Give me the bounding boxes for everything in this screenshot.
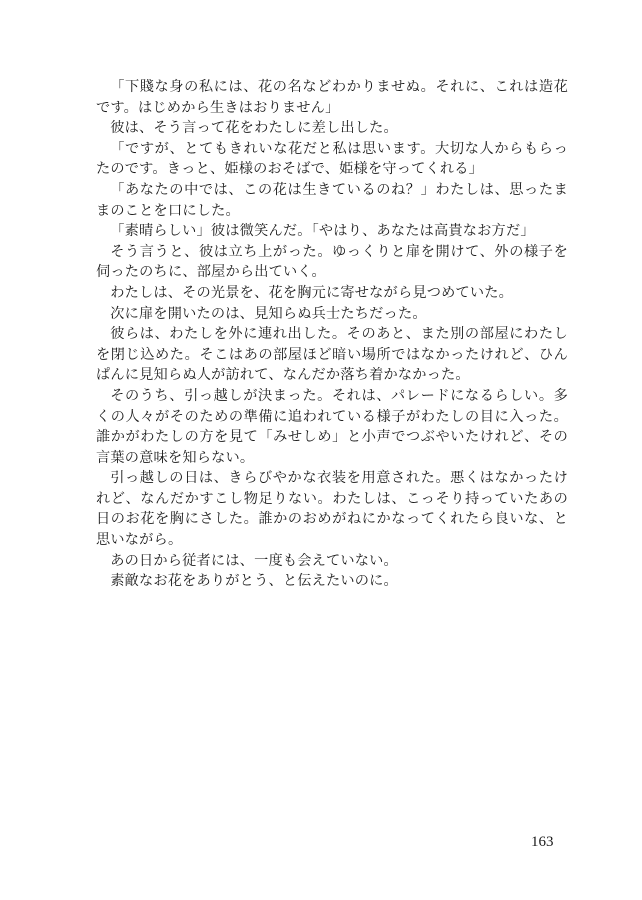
paragraph: 「あなたの中では、この花は生きているのね？」わたしは、思ったままのことを口にした。 [96, 181, 568, 219]
paragraph: 次に扉を開いたのは、見知らぬ兵士たちだった。 [110, 305, 427, 322]
paragraph: 彼は、そう言って花をわたしに差し出した。 [110, 120, 398, 137]
paragraph: わたしは、その光景を、花を胸元に寄せながら見つめていた。 [110, 284, 514, 301]
paragraph: あの日から従者には、一度も会えていない。 [110, 552, 398, 569]
paragraph: 「下賤な身の私には、花の名などわかりませぬ。それに、これは造花です。はじめから生きはおりません」 [96, 79, 568, 116]
paragraph: 「ですが、とてもきれいな花だと私は思います。大切な人からもらったのです。きっと、姫様のおそばで、姫様を守ってくれる」 [96, 140, 568, 178]
paragraph: 彼らは、わたしを外に連れ出した。そのあと、また別の部屋にわたしを閉じ込めた。そこはあの部屋ほど暗い場所ではなかったけれど、ひんぱんに見知らぬ人が訪れて、なんだか落ち着かなかった。 [96, 326, 568, 384]
paragraph: 引っ越しの日は、きらびやかな衣装を用意された。悪くはなかったけれど、なんだかすこし物足りない。わたしは、こっそり持っていたあの日のお花を胸にさした。誰かのおめがねにかなってくれたら良いな、と思いながら。 [96, 470, 568, 549]
page-number: 163 [531, 834, 554, 850]
body-text [96, 77, 568, 592]
paragraph: そう言うと、彼は立ち上がった。ゆっくりと扉を開けて、外の様子を伺ったのちに、部屋から出ていく。 [96, 243, 568, 281]
paragraph: そのうち、引っ越しが決まった。それは、パレードになるらしい。多くの人々がそのための準備に追われている様子がわたしの目に入った。誰かがわたしの方を見て「みせしめ」と小声でつぶやいたけれど、その言葉の意味を知らない。 [96, 387, 568, 466]
paragraph: 「素晴らしい」彼は微笑んだ。「やはり、あなたは高貴なお方だ」 [110, 223, 535, 240]
paragraph: 素敵なお花をありがとう、と伝えたいのに。 [110, 573, 398, 590]
